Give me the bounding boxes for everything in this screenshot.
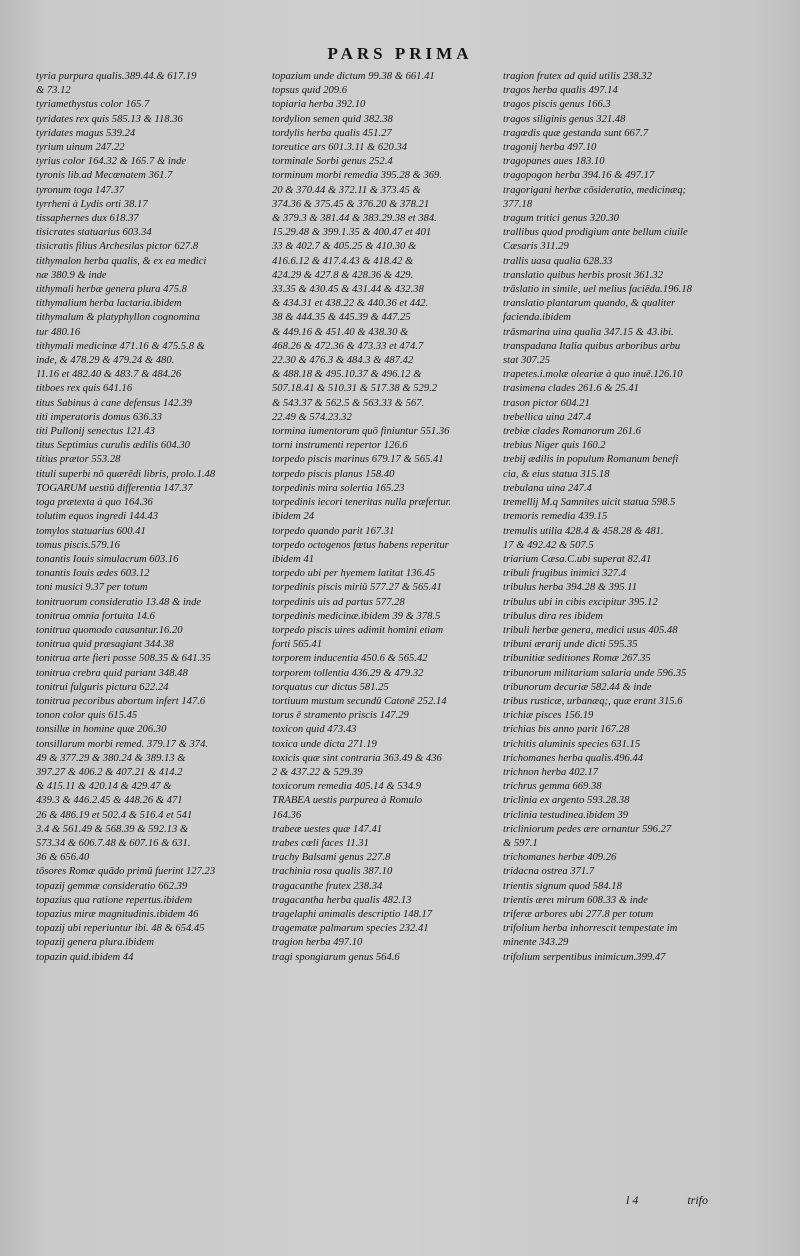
index-entry: 164.36 bbox=[272, 809, 302, 821]
index-entry: minente 343.29 bbox=[503, 937, 569, 949]
index-entry: 573.34 & 606.7.48 & 607.16 & 631. bbox=[36, 837, 191, 849]
index-entry: tribunorum militarium salaria unde 596.35 bbox=[503, 667, 687, 679]
index-entry: topazin quid.ibidem 44 bbox=[36, 951, 134, 963]
index-entry: tonitrui fulguris pictura 622.24 bbox=[36, 681, 169, 693]
index-entry: torminale Sorbi genus 252.4 bbox=[272, 156, 393, 168]
index-entry: 416.6.12 & 417.4.43 & 418.42 & bbox=[272, 255, 414, 267]
index-entry: tremulis utilia 428.4 & 458.28 & 481. bbox=[503, 525, 664, 537]
index-entry: tyrium uinum 247.22 bbox=[36, 142, 125, 154]
index-entry: topazius qua ratione repertus.ibidem bbox=[36, 894, 193, 906]
index-entry: tremoris remedia 439.15 bbox=[503, 511, 608, 523]
index-entry: tordylis herba qualis 451.27 bbox=[272, 127, 392, 139]
index-entry: trachy Balsami genus 227.8 bbox=[272, 852, 391, 864]
index-entry: triclinia ex argento 593.28.38 bbox=[503, 795, 630, 807]
index-entry: trebiæ clades Romanorum 261.6 bbox=[503, 426, 641, 438]
index-entry: topsus quid 209.6 bbox=[272, 85, 348, 97]
index-entry: tithymalium herba lactaria.ibidem bbox=[36, 298, 182, 310]
index-entry: topiaria herba 392.10 bbox=[272, 99, 366, 111]
index-entry: tormina iumentorum quō finiuntur 551.36 bbox=[272, 426, 450, 438]
index-entry: 397.27 & 406.2 & 407.21 & 414.2 bbox=[36, 766, 183, 778]
index-entry: ibidem 41 bbox=[272, 553, 315, 565]
index-entry: tōsores Romæ quādo primū fuerint 127.23 bbox=[36, 866, 216, 878]
index-entry: tragopanes aues 183.10 bbox=[503, 156, 605, 168]
index-entry: tyrius color 164.32 & 165.7 & inde bbox=[36, 156, 187, 168]
index-column-middle bbox=[272, 70, 498, 965]
index-entry: trebulana uina 247.4 bbox=[503, 482, 592, 494]
index-entry: tissaphernes dux 618.37 bbox=[36, 213, 139, 225]
index-entry: 22.49 & 574.23.32 bbox=[272, 411, 352, 423]
index-entry: & 434.31 et 438.22 & 440.36 et 442. bbox=[272, 298, 429, 310]
index-entry: titi imperatoris domus 636.33 bbox=[36, 411, 162, 423]
index-entry: tribulus dira res ibidem bbox=[503, 610, 603, 622]
index-entry: 33 & 402.7 & 405.25 & 410.30 & bbox=[272, 241, 417, 253]
index-entry: tyronum toga 147.37 bbox=[36, 184, 125, 196]
index-entry: tragœdis quæ gestanda sunt 667.7 bbox=[503, 127, 649, 139]
index-entry: tonitrua arte fieri posse 508.35 & 641.35 bbox=[36, 653, 211, 665]
index-entry: 38 & 444.35 & 445.39 & 447.25 bbox=[272, 312, 411, 324]
index-entry: titius prætor 553.28 bbox=[36, 454, 121, 466]
index-entry: forti 565.41 bbox=[272, 639, 323, 651]
index-entry: trichitis aluminis species 631.15 bbox=[503, 738, 641, 750]
index-entry: 22.30 & 476.3 & 484.3 & 487.42 bbox=[272, 355, 414, 367]
index-entry: torpedo piscis marinus 679.17 & 565.41 bbox=[272, 454, 444, 466]
index-entry: tyria purpura qualis.389.44.& 617.19 bbox=[36, 71, 197, 82]
index-entry: topazij gemmæ consideratio 662.39 bbox=[36, 880, 188, 892]
index-entry: torpedinis mira solertia 165.23 bbox=[272, 482, 405, 494]
index-entry: tithymali herbæ genera plura 475.8 bbox=[36, 284, 187, 296]
index-entry: trichias bis anno parit 167.28 bbox=[503, 724, 630, 736]
index-entry: tragopogon herba 394.16 & 497.17 bbox=[503, 170, 655, 182]
index-entry: trasimena clades 261.6 & 25.41 bbox=[503, 383, 639, 395]
index-entry: toxicorum remedia 405.14 & 534.9 bbox=[272, 781, 422, 793]
index-entry: torpedinis medicinæ.ibidem 39 & 378.5 bbox=[272, 610, 441, 622]
index-entry: topazij genera plura.ibidem bbox=[36, 937, 154, 949]
index-entry: 36 & 656.40 bbox=[36, 852, 90, 864]
index-entry: 20 & 370.44 & 372.11 & 373.45 & bbox=[272, 184, 421, 196]
index-entry: 15.29.48 & 399.1.35 & 400.47 et 401 bbox=[272, 227, 432, 239]
index-entry: trebellica uina 247.4 bbox=[503, 411, 592, 423]
index-entry: tragum tritici genus 320.30 bbox=[503, 213, 619, 225]
index-entry: 49 & 377.29 & 380.24 & 389.13 & bbox=[36, 752, 186, 764]
index-entry: transpadana Italia quibus arboribus arbu bbox=[503, 340, 681, 352]
index-entry: toreutice ars 601.3.11 & 620.34 bbox=[272, 142, 408, 154]
index-entry: & 488.18 & 495.10.37 & 496.12 & bbox=[272, 369, 422, 381]
index-entry: tragi spongiarum genus 564.6 bbox=[272, 951, 400, 963]
index-entry: ibidem 24 bbox=[272, 511, 315, 523]
index-entry: tyridates rex quis 585.13 & 118.36 bbox=[36, 113, 183, 125]
index-entry: tricliniorum pedes ære ornantur 596.27 bbox=[503, 823, 672, 835]
index-entry: trallibus quod prodigium ante bellum ciuile bbox=[503, 227, 688, 239]
index-entry: tituli superbi nō quærēdi libris, prolo.1.48 bbox=[36, 468, 216, 480]
index-entry: toga prætexta à quo 164.36 bbox=[36, 497, 153, 509]
index-entry: 33.35 & 430.45 & 431.44 & 432.38 bbox=[272, 284, 424, 296]
index-entry: tribuli herbæ genera, medici usus 405.48 bbox=[503, 624, 678, 636]
index-entry: tonitrua quomodo causantur.16.20 bbox=[36, 624, 183, 636]
index-entry: trichomanes herbæ 409.26 bbox=[503, 852, 617, 864]
index-entry: inde, & 478.29 & 479.24 & 480. bbox=[36, 355, 175, 367]
index-entry: tomus piscis.579.16 bbox=[36, 539, 120, 551]
index-entry: tragos herba qualis 497.14 bbox=[503, 85, 618, 97]
index-entry: tonantis Iouis simulacrum 603.16 bbox=[36, 553, 179, 565]
index-entry: & 379.3 & 381.44 & 383.29.38 et 384. bbox=[272, 213, 437, 225]
index-entry: & 415.11 & 420.14 & 429.47 & bbox=[36, 781, 172, 793]
index-entry: TOGARUM uestiū differentia 147.37 bbox=[36, 482, 193, 494]
index-entry: trichrus gemma 669.38 bbox=[503, 781, 602, 793]
index-entry: tyridates magus 539.24 bbox=[36, 127, 136, 139]
index-entry: torpedinis iecori teneritas nulla præfertur. bbox=[272, 497, 452, 509]
index-entry: tragos siliginis genus 321.48 bbox=[503, 113, 626, 125]
index-entry: tragelaphi animalis descriptio 148.17 bbox=[272, 908, 433, 920]
index-entry: tribunitiæ seditiones Romæ 267.35 bbox=[503, 653, 651, 665]
index-entry: titus Sabinus à cane defensus 142.39 bbox=[36, 397, 192, 409]
index-entry: tur 480.16 bbox=[36, 326, 81, 338]
index-entry: 439.3 & 446.2.45 & 448.26 & 471 bbox=[36, 795, 183, 807]
index-entry: tyronis lib.ad Mecœnatem 361.7 bbox=[36, 170, 173, 182]
index-entry: 374.36 & 375.45 & 376.20 & 378.21 bbox=[272, 198, 430, 210]
index-entry: torpedo ubi per hyemem latitat 136.45 bbox=[272, 568, 436, 580]
index-entry: translatio plantarum quando, & qualiter bbox=[503, 298, 676, 310]
index-entry: tridacna ostrea 371.7 bbox=[503, 866, 595, 878]
index-entry: toxica unde dicta 271.19 bbox=[272, 738, 377, 750]
index-entry: tonitrua omnia fortuita 14.6 bbox=[36, 610, 155, 622]
index-entry: trason pictor 604.21 bbox=[503, 397, 590, 409]
index-entry: torminum morbi remedia 395.28 & 369. bbox=[272, 170, 442, 182]
index-entry: toxicis quæ sint contraria 363.49 & 436 bbox=[272, 752, 442, 764]
index-entry: torporem tollentia 436.29 & 479.32 bbox=[272, 667, 424, 679]
index-entry: tonitrua quid præsagiant 344.38 bbox=[36, 639, 174, 651]
index-entry: torpedinis piscis miriū 577.27 & 565.41 bbox=[272, 582, 442, 594]
index-entry: translatio quibus herbis prosit 361.32 bbox=[503, 269, 664, 281]
index-entry: torpedo octogenos fœtus habens reperitur bbox=[272, 539, 449, 551]
index-entry: tithymalum & platyphyllon cognomina bbox=[36, 312, 200, 324]
index-entry: triclinia testudinea.ibidem 39 bbox=[503, 809, 629, 821]
index-entry: stat 307.25 bbox=[503, 355, 551, 367]
index-entry: torpedo quando parit 167.31 bbox=[272, 525, 395, 537]
index-entry: tragion frutex ad quid utilis 238.32 bbox=[503, 71, 652, 82]
index-entry: Cæsaris 311.29 bbox=[503, 241, 569, 253]
running-head: PARS PRIMA bbox=[327, 44, 473, 63]
catchword: trifo bbox=[687, 1193, 709, 1207]
index-entry: 377.18 bbox=[503, 198, 533, 210]
index-entry: trabeæ uestes quæ 147.41 bbox=[272, 823, 383, 835]
index-entry: triarium Cæsa.C.ubi superat 82.41 bbox=[503, 553, 652, 565]
index-entry: tolutim equos ingredi 144.43 bbox=[36, 511, 159, 523]
index-entry: tribulus ubi in cibis excipitur 395.12 bbox=[503, 596, 658, 608]
index-entry: trabes cœli faces 11.31 bbox=[272, 837, 369, 849]
index-entry: trientis signum quod 584.18 bbox=[503, 880, 622, 892]
index-entry: tithymalon herba qualis, & ex ea medici bbox=[36, 255, 207, 267]
index-entry: torporem inducentia 450.6 & 565.42 bbox=[272, 653, 428, 665]
index-entry: & 543.37 & 562.5 & 563.33 & 567. bbox=[272, 397, 425, 409]
index-entry: torquatus cur dictus 581.25 bbox=[272, 681, 389, 693]
index-entry: trichnon herba 402.17 bbox=[503, 766, 599, 778]
index-entry: trebij ædilis in populum Romanum benefi bbox=[503, 454, 679, 466]
index-entry: tonantis Iouis ædes 603.12 bbox=[36, 568, 150, 580]
index-column-left bbox=[36, 70, 264, 965]
index-entry: tonsillarum morbi remed. 379.17 & 374. bbox=[36, 738, 209, 750]
index-entry: 17 & 492.42 & 507.5 bbox=[503, 539, 594, 551]
index-entry: næ 380.9 & inde bbox=[36, 269, 107, 281]
index-entry: & 449.16 & 451.40 & 438.30 & bbox=[272, 326, 409, 338]
index-entry: tithymali medicinæ 471.16 & 475.5.8 & bbox=[36, 340, 205, 352]
index-entry: tragacantha herba qualis 482.13 bbox=[272, 894, 412, 906]
index-entry: tyriamethystus color 165.7 bbox=[36, 99, 150, 111]
index-entry: topazij ubi reperiuntur ibi. 48 & 654.45 bbox=[36, 923, 205, 935]
index-entry: tribuni ærarij unde dicti 595.35 bbox=[503, 639, 638, 651]
index-entry: facienda.ibidem bbox=[503, 312, 571, 324]
index-entry: trallis uasa qualia 628.33 bbox=[503, 255, 613, 267]
index-entry: 26 & 486.19 et 502.4 & 516.4 et 541 bbox=[36, 809, 193, 821]
index-entry: tonon color quis 615.45 bbox=[36, 710, 138, 722]
index-entry: tremellij M.q Samnites uicit statua 598.5 bbox=[503, 497, 676, 509]
index-entry: tragematæ palmarum species 232.41 bbox=[272, 923, 429, 935]
index-entry: topazius miræ magnitudinis.ibidem 46 bbox=[36, 908, 199, 920]
index-entry: cia, & eius statua 315.18 bbox=[503, 468, 610, 480]
index-entry: tonitruorum consideratio 13.48 & inde bbox=[36, 596, 202, 608]
index-entry: titi Pullonij senectus 121.43 bbox=[36, 426, 155, 438]
index-entry: trifolium serpentibus inimicum.399.47 bbox=[503, 951, 666, 963]
page-footer bbox=[626, 1193, 754, 1208]
index-entry: triferæ arbores ubi 277.8 per totum bbox=[503, 908, 654, 920]
index-entry: toni musici 9.37 per totum bbox=[36, 582, 148, 594]
index-entry: tragorigani herbæ cōsideratio, medicinæq; bbox=[503, 184, 687, 196]
index-entry: tribunorum decuriæ 582.44 & inde bbox=[503, 681, 652, 693]
index-entry: trichiæ pisces 156.19 bbox=[503, 710, 594, 722]
index-entry: tortiuum mustum secundū Catonē 252.14 bbox=[272, 695, 447, 707]
index-entry: tonsillæ in homine quæ 206.30 bbox=[36, 724, 167, 736]
index-entry: & 73.12 bbox=[36, 85, 71, 97]
index-entry: tisicrates statuarius 603.34 bbox=[36, 227, 152, 239]
index-entry: torus ē stramento priscis 147.29 bbox=[272, 710, 409, 722]
index-entry: 424.29 & 427.8 & 428.36 & 429. bbox=[272, 269, 414, 281]
index-entry: tragacanthe frutex 238.34 bbox=[272, 880, 383, 892]
index-entry: 11.16 et 482.40 & 483.7 & 484.26 bbox=[36, 369, 182, 381]
index-entry: trachinia rosa qualis 387.10 bbox=[272, 866, 393, 878]
index-entry: 507.18.41 & 510.31 & 517.38 & 529.2 bbox=[272, 383, 438, 395]
index-entry: & 597.1 bbox=[503, 837, 538, 849]
index-entry: tribulus herba 394.28 & 395.11 bbox=[503, 582, 637, 594]
index-entry: 468.26 & 472.36 & 473.33 et 474.7 bbox=[272, 340, 424, 352]
index-entry: titboes rex quis 641.16 bbox=[36, 383, 133, 395]
index-entry: tribus rusticæ, urbanæq;, quæ erant 315.6 bbox=[503, 695, 683, 707]
index-entry: 3.4 & 561.49 & 568.39 & 592.13 & bbox=[36, 823, 189, 835]
index-entry: torpedinis uis ad partus 577.28 bbox=[272, 596, 405, 608]
index-entry: tragonij herba 497.10 bbox=[503, 142, 597, 154]
index-entry: tragos piscis genus 166.3 bbox=[503, 99, 611, 111]
index-column-right bbox=[503, 70, 739, 965]
index-entry: trapetes.i.molæ oleariæ à quo inuē.126.10 bbox=[503, 369, 683, 381]
index-entry: trāslatio in simile, uel melius faciēda.196.18 bbox=[503, 284, 692, 296]
index-entry: titus Septimius curulis ædilis 604.30 bbox=[36, 440, 190, 452]
index-entry: tisicratis filius Archesilas pictor 627.8 bbox=[36, 241, 199, 253]
index-entry: tordylion semen quid 382.38 bbox=[272, 113, 393, 125]
index-entry: tonitrua crebra quid pariant 348.48 bbox=[36, 667, 188, 679]
index-entry: torpedo piscis uires adimit homini etiam bbox=[272, 624, 444, 636]
index-entry: trichomanes herba qualis.496.44 bbox=[503, 752, 644, 764]
index-entry: trifolium herba inhorrescit tempestate im bbox=[503, 923, 678, 935]
index-entry: tonitrua pecoribus abortum infert 147.6 bbox=[36, 695, 206, 707]
index-entry: trientis æreι mirum 608.33 & inde bbox=[503, 894, 648, 906]
index-entry: trāsmarina uina qualia 347.15 & 43.ibi. bbox=[503, 326, 674, 338]
index-entry: torpedo piscis planus 158.40 bbox=[272, 468, 395, 480]
index-entry: topazium unde dictum 99.38 & 661.41 bbox=[272, 71, 435, 82]
index-entry: toxicon quid 473.43 bbox=[272, 724, 357, 736]
index-entry: trebius Niger quis 160.2 bbox=[503, 440, 606, 452]
index-entry: tribuli frugibus inimici 327.4 bbox=[503, 568, 627, 580]
signature-mark: l 4 bbox=[626, 1193, 639, 1207]
index-entry: torni instrumenti repertor 126.6 bbox=[272, 440, 408, 452]
index-entry: tomylos statuarius 600.41 bbox=[36, 525, 146, 537]
index-entry: tyrrheni à Lydis orti 38.17 bbox=[36, 198, 148, 210]
index-entry: tragion herba 497.10 bbox=[272, 937, 363, 949]
index-entry: 2 & 437.22 & 529.39 bbox=[272, 766, 363, 778]
index-entry: TRABEA uestis purpurea à Romulo bbox=[272, 795, 423, 807]
